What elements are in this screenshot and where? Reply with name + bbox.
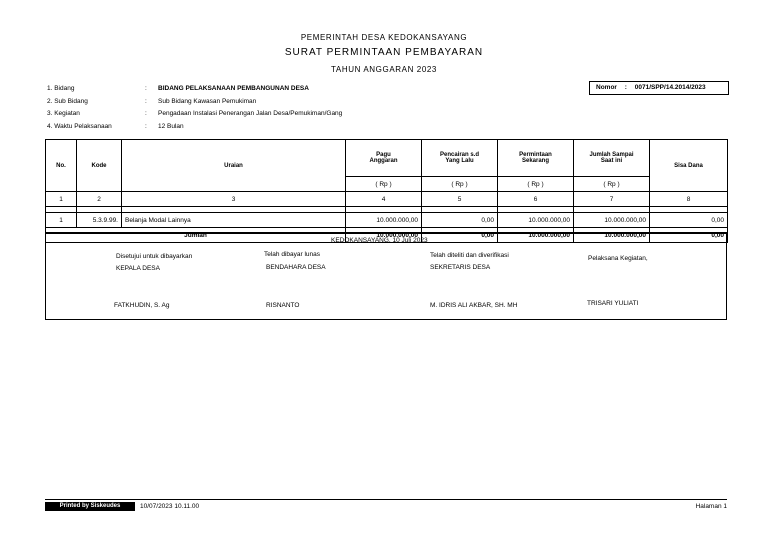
pelaksana-name: TRISARI YULIATI bbox=[587, 300, 639, 307]
fiscal-year: TAHUN ANGGARAN 2023 bbox=[331, 65, 437, 74]
info-value-waktu: 12 Bulan bbox=[158, 123, 184, 130]
footer-divider bbox=[45, 499, 727, 500]
printed-by-label: Printed by Siskeudes bbox=[45, 502, 135, 511]
info-label-kegiatan: 3. Kegiatan bbox=[47, 110, 80, 117]
header-jumlah: Jumlah Sampai Saat ini bbox=[574, 140, 650, 177]
nomor-box bbox=[589, 81, 729, 95]
total-label: Jumlah bbox=[46, 228, 346, 243]
approval-note: Disetujui untuk dibayarkan bbox=[116, 253, 193, 260]
index-cell: 3 bbox=[122, 192, 346, 207]
document-title: SURAT PERMINTAAN PEMBAYARAN bbox=[284, 47, 484, 58]
table-index-row bbox=[46, 192, 728, 207]
row-pagu: 10.000.000,00 bbox=[346, 213, 422, 228]
place-date: KEDOKANSAYANG, 10 Juli 2023 bbox=[331, 237, 428, 244]
bendahara-name: RISNANTO bbox=[266, 302, 300, 309]
row-no: 1 bbox=[46, 213, 77, 228]
index-cell: 5 bbox=[422, 192, 498, 207]
kepala-desa-title: KEPALA DESA bbox=[116, 265, 160, 272]
unit-cell: ( Rp ) bbox=[574, 177, 650, 192]
info-label-bidang: 1. Bidang bbox=[47, 85, 75, 92]
index-cell: 7 bbox=[574, 192, 650, 207]
paid-note: Telah dibayar lunas bbox=[264, 251, 321, 258]
verified-note: Telah diteliti dan diverifikasi bbox=[430, 252, 509, 259]
info-sep: : bbox=[145, 98, 147, 105]
nomor-label: Nomor bbox=[596, 84, 617, 91]
nomor-sep: : bbox=[624, 84, 627, 91]
header-kode: Kode bbox=[77, 140, 122, 192]
row-sisa: 0,00 bbox=[650, 213, 728, 228]
payment-table bbox=[45, 139, 728, 243]
header-pencairan: Pencairan s.d Yang Lalu bbox=[422, 140, 498, 177]
row-kode: 5.3.9.99. bbox=[77, 213, 122, 228]
header-uraian: Uraian bbox=[122, 140, 346, 192]
pelaksana-title: Pelaksana Kegiatan, bbox=[588, 255, 648, 262]
bendahara-title: BENDAHARA DESA bbox=[266, 264, 326, 271]
page-number: Halaman 1 bbox=[695, 503, 727, 510]
info-value-sub-bidang: Sub Bidang Kawasan Pemukiman bbox=[158, 98, 257, 105]
index-cell: 1 bbox=[46, 192, 77, 207]
info-value-bidang: BIDANG PELAKSANAAN PEMBANGUNAN DESA bbox=[158, 85, 309, 92]
print-datetime: 10/07/2023 10.11.00 bbox=[140, 503, 200, 510]
sekretaris-name: M. IDRIS ALI AKBAR, SH. MH bbox=[430, 302, 518, 309]
header-no: No. bbox=[46, 140, 77, 192]
total-permintaan: 10.000.000,00 bbox=[498, 228, 574, 243]
row-jumlah: 10.000.000,00 bbox=[574, 213, 650, 228]
index-cell: 6 bbox=[498, 192, 574, 207]
info-label-waktu: 4. Waktu Pelaksanaan bbox=[47, 123, 112, 130]
unit-cell: ( Rp ) bbox=[422, 177, 498, 192]
info-sep: : bbox=[145, 110, 147, 117]
total-pencairan: 0,00 bbox=[422, 228, 498, 243]
index-cell: 8 bbox=[650, 192, 728, 207]
row-uraian: Belanja Modal Lainnya bbox=[122, 213, 346, 228]
signature-block bbox=[45, 232, 727, 320]
header-government: PEMERINTAH DESA KEDOKANSAYANG bbox=[300, 33, 468, 42]
header-permintaan: Permintaan Sekarang bbox=[498, 140, 574, 177]
row-pencairan: 0,00 bbox=[422, 213, 498, 228]
total-jumlah: 10.000.000,00 bbox=[574, 228, 650, 243]
nomor-value: 0071/SPP/14.2014/2023 bbox=[634, 84, 706, 91]
kepala-desa-name: FATKHUDIN, S. Ag bbox=[114, 302, 170, 309]
unit-cell: ( Rp ) bbox=[346, 177, 422, 192]
total-sisa: 0,00 bbox=[650, 228, 728, 243]
row-permintaan: 10.000.000,00 bbox=[498, 213, 574, 228]
table-header-row bbox=[46, 140, 728, 177]
info-sep: : bbox=[145, 123, 147, 130]
unit-cell: ( Rp ) bbox=[498, 177, 574, 192]
header-sisa: Sisa Dana bbox=[650, 140, 728, 192]
total-pagu: 10.000.000,00 bbox=[346, 228, 422, 243]
info-label-sub-bidang: 2. Sub Bidang bbox=[47, 98, 88, 105]
table-row bbox=[46, 213, 728, 228]
info-sep: : bbox=[145, 85, 147, 92]
info-value-kegiatan: Pengadaan Instalasi Penerangan Jalan Desa/Pemukiman/Gang bbox=[158, 110, 343, 117]
index-cell: 2 bbox=[77, 192, 122, 207]
header-pagu: Pagu Anggaran bbox=[346, 140, 422, 177]
sekretaris-title: SEKRETARIS DESA bbox=[430, 264, 491, 271]
index-cell: 4 bbox=[346, 192, 422, 207]
